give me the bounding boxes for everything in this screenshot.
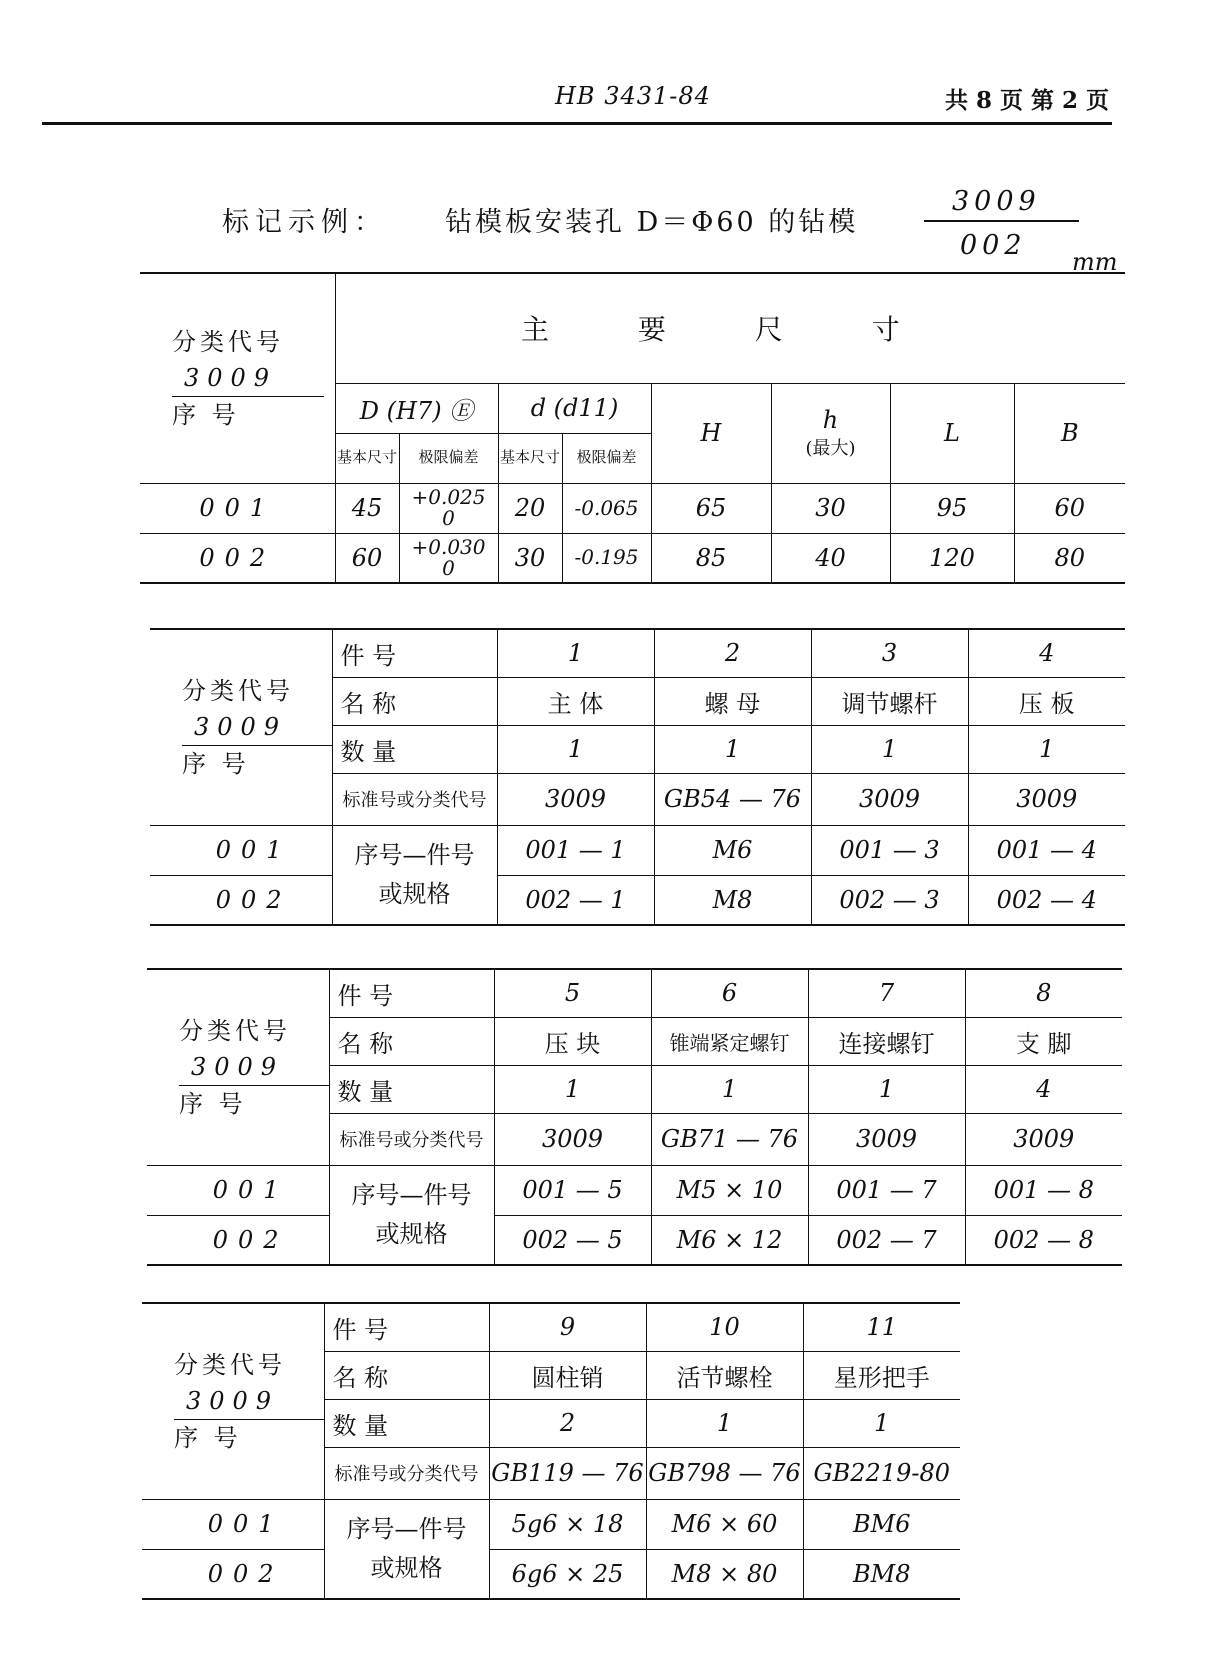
spec-label: 序号—件号 或规格 (324, 1499, 489, 1599)
parts-table-1 (150, 628, 1125, 926)
part-spec: 002 — 1 (497, 875, 654, 925)
part-spec: M6 × 60 (646, 1499, 803, 1549)
part-std: GB71 — 76 (651, 1113, 808, 1165)
unit-label: mm (1072, 248, 1118, 276)
part-qty: 2 (489, 1399, 646, 1447)
part-no: 1 (497, 629, 654, 677)
parts-table-2 (147, 968, 1122, 1266)
B-value: 60 (1014, 483, 1125, 533)
part-std: 3009 (968, 773, 1125, 825)
part-qty: 1 (968, 725, 1125, 773)
part-spec: 001 — 8 (965, 1165, 1122, 1215)
d-dev-header: 极限偏差 (562, 433, 651, 483)
name-label: 名 称 (332, 677, 497, 725)
part-std: 3009 (808, 1113, 965, 1165)
part-spec: 002 — 4 (968, 875, 1125, 925)
H-value: 65 (651, 483, 771, 533)
seq-cell: 001 (147, 1165, 329, 1215)
name-label: 名 称 (329, 1017, 494, 1065)
part-std: 3009 (494, 1113, 651, 1165)
example-text: 钻模板安装孔 D＝Φ60 的钻模 (445, 207, 859, 238)
D-deviation: +0.030 0 (399, 533, 498, 583)
H-value: 85 (651, 533, 771, 583)
seq-cell: 001 (142, 1499, 324, 1549)
part-qty: 1 (803, 1399, 960, 1447)
D-deviation: +0.025 0 (399, 483, 498, 533)
part-name: 连接螺钉 (808, 1017, 965, 1065)
example-label: 标记示例： (222, 207, 387, 238)
part-no: 6 (651, 969, 808, 1017)
seq-cell: 002 (150, 875, 332, 925)
class-code-cell: 分类代号 3009 序 号 (140, 273, 335, 483)
L-value: 120 (890, 533, 1014, 583)
part-spec: 002 — 7 (808, 1215, 965, 1265)
col-H-header: H (651, 383, 771, 483)
part-spec: 001 — 4 (968, 825, 1125, 875)
h-value: 30 (771, 483, 890, 533)
col-L-header: L (890, 383, 1014, 483)
part-no: 5 (494, 969, 651, 1017)
part-no-label: 件 号 (332, 629, 497, 677)
part-qty: 1 (494, 1065, 651, 1113)
part-std: 3009 (497, 773, 654, 825)
part-qty: 1 (651, 1065, 808, 1113)
part-name: 压 块 (494, 1017, 651, 1065)
table-row (142, 1499, 960, 1549)
std-label: 标准号或分类代号 (324, 1447, 489, 1499)
L-value: 95 (890, 483, 1014, 533)
class-code-cell: 分类代号 3009 序 号 (147, 969, 329, 1165)
part-no: 10 (646, 1303, 803, 1351)
part-no: 8 (965, 969, 1122, 1017)
standard-code: HB 3431-84 (555, 82, 711, 110)
D-value: 45 (335, 483, 399, 533)
table-row (142, 1549, 960, 1599)
part-spec: 002 — 5 (494, 1215, 651, 1265)
part-name: 活节螺栓 (646, 1351, 803, 1399)
part-spec: M6 (654, 825, 811, 875)
part-qty: 1 (654, 725, 811, 773)
table-row (140, 533, 1125, 583)
d-value: 20 (498, 483, 562, 533)
part-spec: 001 — 1 (497, 825, 654, 875)
d-value: 30 (498, 533, 562, 583)
std-label: 标准号或分类代号 (329, 1113, 494, 1165)
class-code-cell: 分类代号 3009 序 号 (142, 1303, 324, 1499)
page-indicator: 共 8 页 第 2 页 (945, 87, 1110, 114)
part-qty: 1 (497, 725, 654, 773)
part-qty: 1 (646, 1399, 803, 1447)
example-fraction-bar (924, 220, 1079, 222)
part-qty: 1 (811, 725, 968, 773)
part-no-label: 件 号 (329, 969, 494, 1017)
D-dev-header: 极限偏差 (399, 433, 498, 483)
qty-label: 数 量 (332, 725, 497, 773)
table-row (150, 825, 1125, 875)
part-std: GB119 — 76 (489, 1447, 646, 1499)
col-D-header: D (H7) Ⓔ (335, 383, 498, 433)
part-std: GB2219-80 (803, 1447, 960, 1499)
part-spec: BM6 (803, 1499, 960, 1549)
seq-cell: 001 (150, 825, 332, 875)
part-name: 调节螺杆 (811, 677, 968, 725)
h-value: 40 (771, 533, 890, 583)
header-rule (42, 122, 1112, 125)
table-row (150, 875, 1125, 925)
dimension-table (140, 272, 1125, 584)
d-deviation: -0.195 (562, 533, 651, 583)
part-no: 2 (654, 629, 811, 677)
part-no-label: 件 号 (324, 1303, 489, 1351)
example-denominator: 002 (960, 230, 1027, 261)
D-basic-header: 基本尺寸 (335, 433, 399, 483)
name-label: 名 称 (324, 1351, 489, 1399)
part-spec: 6g6 × 25 (489, 1549, 646, 1599)
D-value: 60 (335, 533, 399, 583)
d-deviation: -0.065 (562, 483, 651, 533)
example-numerator: 3009 (952, 186, 1041, 217)
part-spec: BM8 (803, 1549, 960, 1599)
part-name: 圆柱销 (489, 1351, 646, 1399)
part-no: 9 (489, 1303, 646, 1351)
col-B-header: B (1014, 383, 1125, 483)
table-row (147, 1215, 1122, 1265)
seq-cell: 002 (147, 1215, 329, 1265)
class-code-cell: 分类代号 3009 序 号 (150, 629, 332, 825)
seq-cell: 001 (140, 483, 335, 533)
part-qty: 1 (808, 1065, 965, 1113)
part-qty: 4 (965, 1065, 1122, 1113)
part-name: 星形把手 (803, 1351, 960, 1399)
table-row (140, 483, 1125, 533)
parts-table-3 (142, 1302, 960, 1600)
seq-cell: 002 (142, 1549, 324, 1599)
B-value: 80 (1014, 533, 1125, 583)
part-std: 3009 (965, 1113, 1122, 1165)
part-std: GB798 — 76 (646, 1447, 803, 1499)
part-spec: 001 — 7 (808, 1165, 965, 1215)
part-spec: M6 × 12 (651, 1215, 808, 1265)
part-spec: 002 — 8 (965, 1215, 1122, 1265)
col-d-header: d (d11) (498, 383, 651, 433)
part-spec: M8 (654, 875, 811, 925)
spec-label: 序号—件号 或规格 (332, 825, 497, 925)
std-label: 标准号或分类代号 (332, 773, 497, 825)
spec-label: 序号—件号 或规格 (329, 1165, 494, 1265)
part-spec: 5g6 × 18 (489, 1499, 646, 1549)
part-name: 主 体 (497, 677, 654, 725)
col-h-header: h (最大) (771, 383, 890, 483)
part-spec: M5 × 10 (651, 1165, 808, 1215)
d-basic-header: 基本尺寸 (498, 433, 562, 483)
qty-label: 数 量 (329, 1065, 494, 1113)
seq-cell: 002 (140, 533, 335, 583)
main-dimensions-header: 主 要 尺 寸 (335, 273, 1125, 383)
table-row (147, 1165, 1122, 1215)
part-spec: M8 × 80 (646, 1549, 803, 1599)
qty-label: 数 量 (324, 1399, 489, 1447)
part-no: 4 (968, 629, 1125, 677)
part-spec: 001 — 5 (494, 1165, 651, 1215)
part-no: 3 (811, 629, 968, 677)
part-spec: 002 — 3 (811, 875, 968, 925)
part-name: 锥端紧定螺钉 (651, 1017, 808, 1065)
part-std: GB54 — 76 (654, 773, 811, 825)
part-name: 压 板 (968, 677, 1125, 725)
part-name: 螺 母 (654, 677, 811, 725)
part-std: 3009 (811, 773, 968, 825)
part-no: 7 (808, 969, 965, 1017)
part-spec: 001 — 3 (811, 825, 968, 875)
part-no: 11 (803, 1303, 960, 1351)
part-name: 支 脚 (965, 1017, 1122, 1065)
